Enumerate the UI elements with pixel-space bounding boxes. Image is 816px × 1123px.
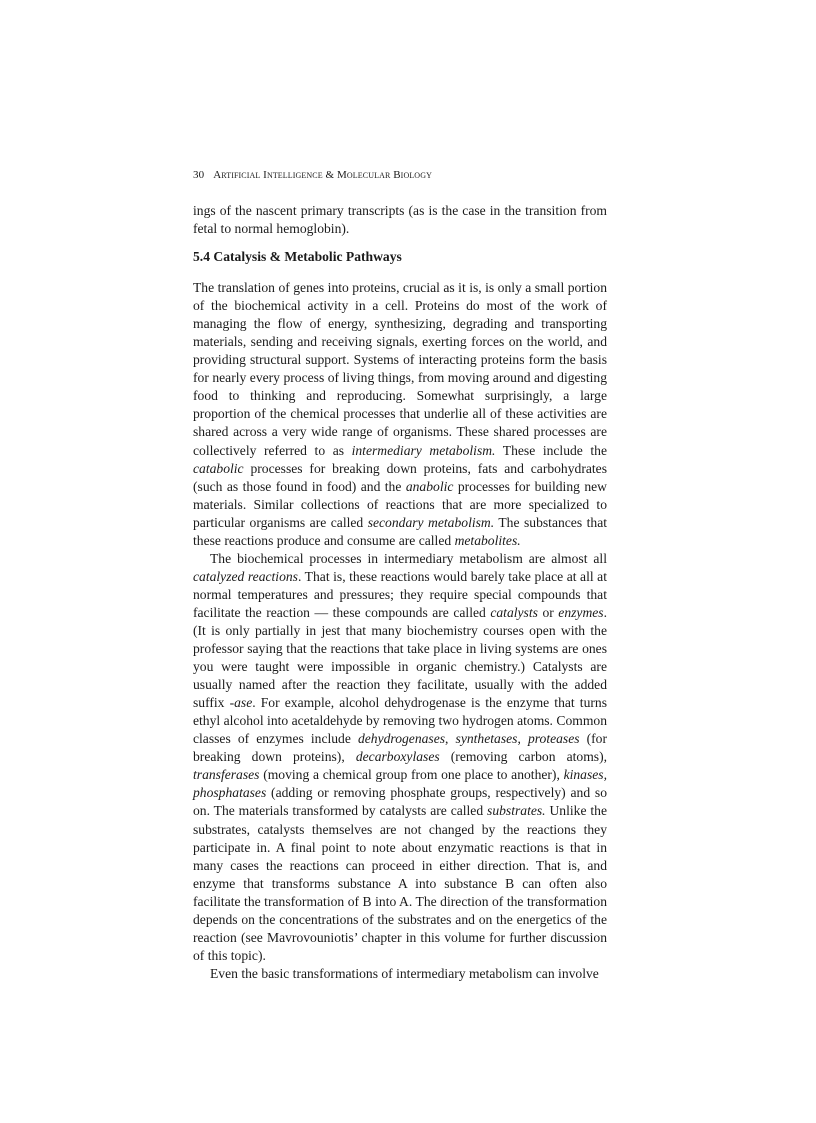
text-run: , [517,731,528,747]
text-run: . That is, these reactions would barely take place at all at normal temperatures and pressures; they require special compounds that facilitate the reaction — these compounds are called [193,568,607,620]
italic-term: intermediary metabolism. [351,442,496,458]
italic-term: -ase [229,695,253,711]
text-run: These include the [495,442,608,458]
paragraph [193,279,607,550]
italic-term: secondary metabolism. [367,514,495,530]
italic-term: synthetases [455,731,518,747]
text-run: . (It is only partially in jest that many biochemistry courses open with the professor saying that the reactions that take place in living systems are ones you were taught were impossible in organic chemistry.) Catalysts are usually named after the reaction they facilitate, usually with the added suffix [193,604,607,711]
italic-term: transferases [193,767,260,783]
page [193,168,607,983]
text-run: . For example, alcohol dehydrogenase is the enzyme that turns ethyl alcohol into acetaldehyde by removing two hydrogen atoms. Common classes of enzymes include [193,695,607,747]
italic-term: proteases [527,731,580,747]
section-heading: 5.4 Catalysis & Metabolic Pathways [193,249,402,265]
italic-term: substrates. [487,803,546,819]
text-run: processes for building new materials. Similar collections of reactions that are more specialized to particular organisms are called [193,478,608,530]
text-run: or [537,604,559,620]
text-run: , [445,731,456,747]
italic-term: catalysts [490,604,538,620]
italic-term: catabolic [193,460,244,476]
paragraph-continued [193,202,607,238]
text-run: (moving a chemical group from one place to another), [259,767,564,783]
text-run: processes for breaking down proteins, fats and carbohydrates (such as those found in food) and the [193,460,607,494]
text-run: ings of the nascent primary transcripts (as is the case in the transition from fetal to normal hemoglobin). [193,203,607,237]
text-run: The biochemical processes in intermediary metabolism are almost all [210,550,607,566]
italic-term: decarboxylases [355,749,440,765]
book-title: Artificial Intelligence & Molecular Biology [213,169,432,181]
paragraph [193,965,607,983]
text-run: Unlike the substrates, catalysts themselves are not changed by the reactions they participate in. A final point to note about enzymatic reactions is that in many cases the reactions can proceed in either direction. That is, and enzyme that transforms substance A into substance B can often also facilitate the transformation of B into A. The direction of the transformation depends on the concentrations of the substrates and on the energetics of the reaction (see Mavrovouniotis’ chapter in this volume for further discussion of this topic). [193,803,608,963]
body-text [193,202,607,983]
paragraph [193,550,607,965]
italic-term: anabolic [405,478,454,494]
italic-term: kinases, phosphatases [193,767,607,801]
text-run: (removing carbon atoms), [439,749,608,765]
text-run: Even the basic transformations of intermediary metabolism can involve [210,965,599,981]
page-number: 30 [193,169,205,181]
italic-term: dehydrogenases [357,731,446,747]
text-run: The translation of genes into proteins, crucial as it is, is only a small portion of the biochemical activity in a cell. Proteins do most of the work of managing the flow of energy, synthesizing, degrading and transporting materials, sending and receiving signals, exerting forces on the world, and providing structural support. Systems of interacting proteins form the basis for nearly every process of living things, from moving around and digesting food to thinking and reproducing. Somewhat surprisingly, a large proportion of the chemical processes that underlie all of these activities are shared across a very wide range of organisms. These shared processes are collectively referred to as [193,280,607,458]
italic-term: catalyzed reactions [193,568,298,584]
text-run: The substances that these reactions produce and consume are called [193,514,607,548]
text-run: (for breaking down proteins), [193,731,608,765]
running-head [193,168,607,182]
text-run: (adding or removing phosphate groups, respectively) and so on. The materials transformed by catalysts are called [193,785,607,819]
italic-term: enzymes [558,604,604,620]
italic-term: metabolites. [454,532,521,548]
